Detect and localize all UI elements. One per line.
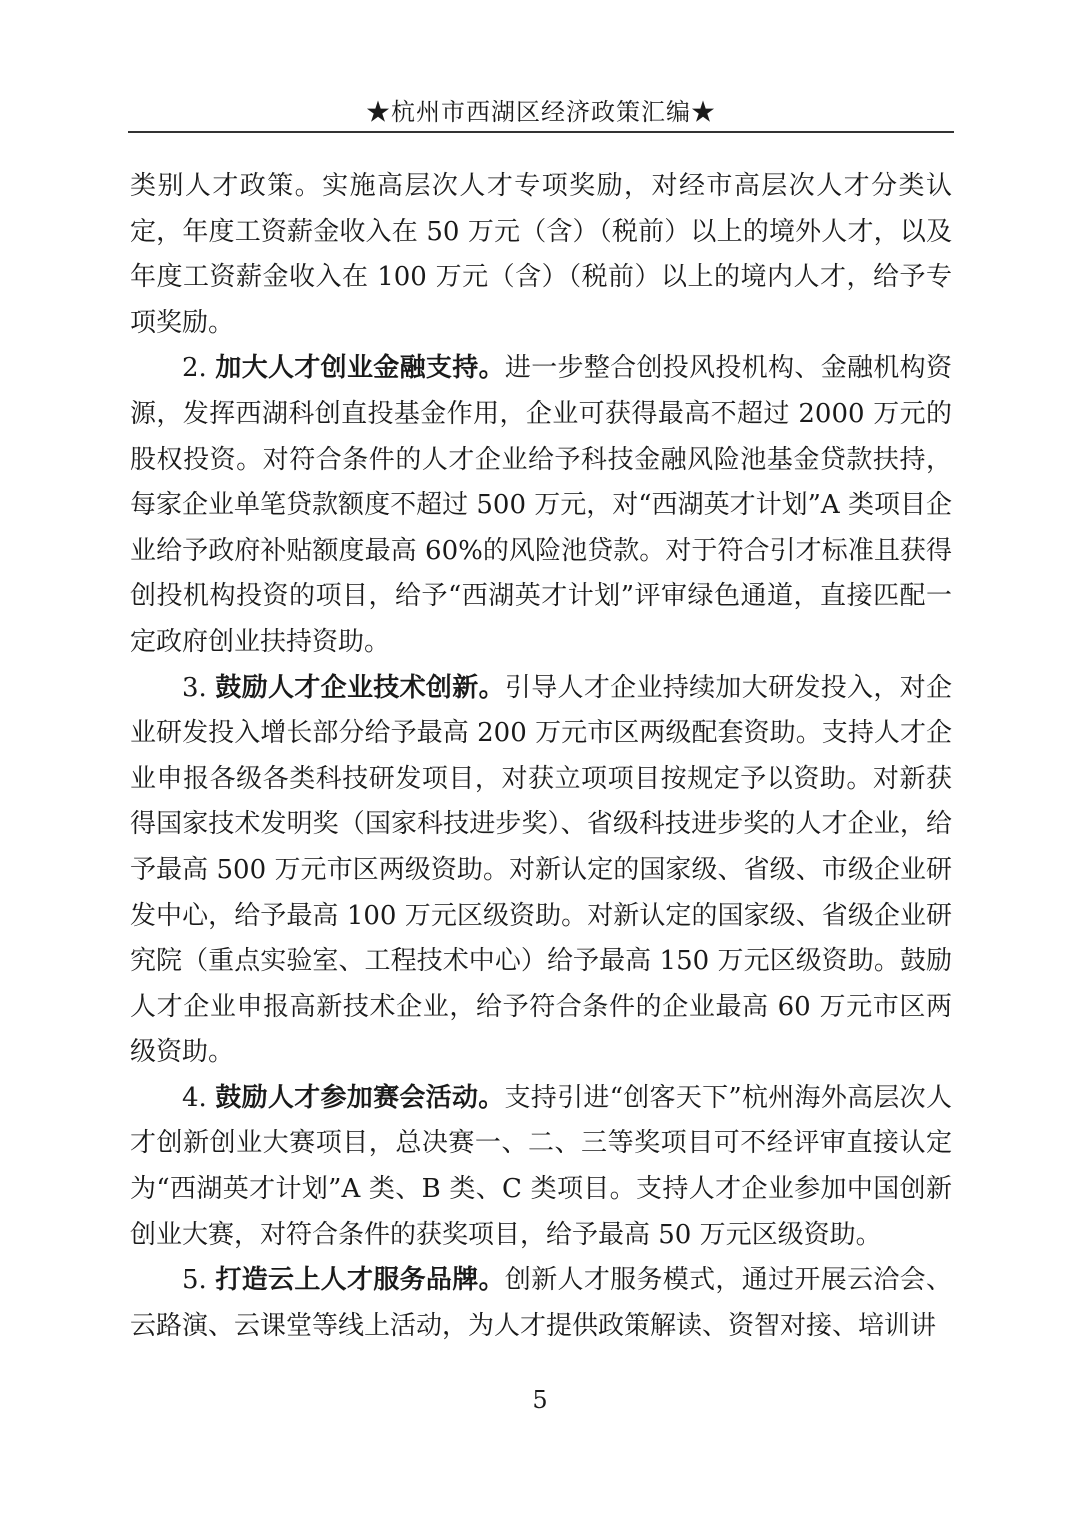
paragraph-talent-finance xyxy=(130,346,952,665)
paragraph-text: 创新人才服务模式，通过开展云洽会、云路演、云课堂等线上活动，为人才提供政策解读、资智对接、培训讲 xyxy=(130,1265,952,1341)
paragraph-number: 5. xyxy=(182,1265,216,1296)
section-title: 鼓励人才企业技术创新。 xyxy=(215,672,505,703)
header-divider xyxy=(128,131,954,133)
paragraph-number: 3. xyxy=(182,672,216,703)
paragraph-continuation xyxy=(130,164,952,346)
section-title: 鼓励人才参加赛会活动。 xyxy=(215,1082,505,1113)
section-title: 打造云上人才服务品牌。 xyxy=(215,1265,505,1296)
section-title: 加大人才创业金融支持。 xyxy=(215,353,505,384)
paragraph-tech-innovation xyxy=(130,666,952,1076)
page-number: 5 xyxy=(532,1386,548,1414)
paragraph-number: 2. xyxy=(182,353,216,384)
paragraph-number: 4. xyxy=(182,1082,216,1113)
document-body xyxy=(130,164,952,1349)
paragraph-competitions xyxy=(130,1076,952,1258)
paragraph-text: 进一步整合创投风投机构、金融机构资源，发挥西湖科创直投基金作用，企业可获得最高不超过 2000 万元的股权投资。对符合条件的人才企业给予科技金融风险池基金贷款扶持，每家企业单笔贷款额度不超过 500 万元，对“西湖英才计划”A 类项目企业给予政府补贴额度最高 60%的风险池贷款。对于符合引才标准且获得创投机构投资的项目，给予“西湖英才计划”评审绿色通道，直接匹配一定政府创业扶持资助。 xyxy=(130,353,952,657)
paragraph-cloud-service xyxy=(130,1258,952,1349)
page-header-title: ★杭州市西湖区经济政策汇编★ xyxy=(366,98,716,126)
paragraph-text: 引导人才企业持续加大研发投入，对企业研发投入增长部分给予最高 200 万元市区两级配套资助。支持人才企业申报各级各类科技研发项目，对获立项项目按规定予以资助。对新获得国家技术发明奖（国家科技进步奖）、省级科技进步奖的人才企业，给予最高 500 万元市区两级资助。对新认定的国家级、省级、市级企业研发中心，给予最高 100 万元区级资助。对新认定的国家级、省级企业研究院（重点实验室、工程技术中心）给予最高 150 万元区级资助。鼓励人才企业申报高新技术企业，给予符合条件的企业最高 60 万元市区两级资助。 xyxy=(130,672,952,1068)
paragraph-text: 支持引进“创客天下”杭州海外高层次人才创新创业大赛项目，总决赛一、二、三等奖项目可不经评审直接认定为“西湖英才计划”A 类、B 类、C 类项目。支持人才企业参加中国创新创业大赛，对符合条件的获奖项目，给予最高 50 万元区级资助。 xyxy=(130,1082,952,1250)
paragraph-text: 类别人才政策。实施高层次人才专项奖励，对经市高层次人才分类认定，年度工资薪金收入在 50 万元（含）（税前）以上的境外人才，以及年度工资薪金收入在 100 万元（含）（税前）以上的境内人才，给予专项奖励。 xyxy=(130,171,952,338)
